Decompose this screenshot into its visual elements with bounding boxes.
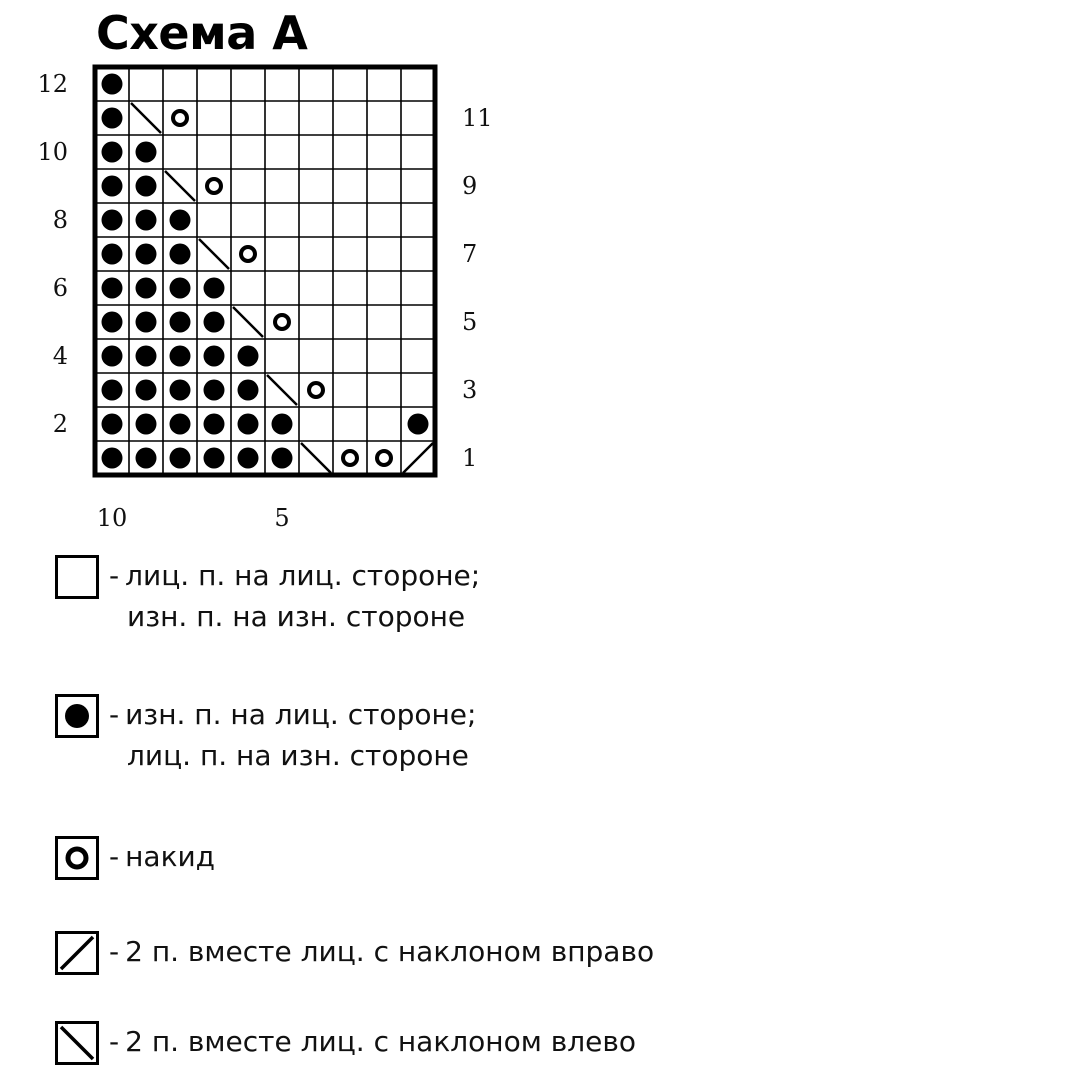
row-number-left: 2: [52, 410, 68, 438]
cell-filled-dot: [136, 142, 157, 163]
legend-dash: -: [109, 698, 120, 731]
column-number: 5: [274, 504, 290, 532]
cell-filled-dot: [136, 346, 157, 367]
cell-filled-dot: [272, 414, 293, 435]
cell-filled-dot: [204, 278, 225, 299]
legend-item-purl: [55, 694, 476, 776]
row-number-left: 10: [37, 138, 68, 166]
row-number-right: 9: [462, 172, 478, 200]
row-number-right: 1: [462, 444, 478, 472]
legend-line1: лиц. п. на лиц. стороне;: [125, 559, 481, 592]
row-number-left: 4: [52, 342, 68, 370]
cell-filled-dot: [170, 380, 191, 401]
slash-right-icon: [55, 931, 99, 975]
empty-square-icon: [55, 555, 99, 599]
cell-filled-dot: [170, 244, 191, 265]
legend-dash: -: [109, 559, 120, 592]
cell-filled-dot: [102, 346, 123, 367]
row-number-left: 8: [52, 206, 68, 234]
slash-left-icon: [55, 1021, 99, 1065]
legend-item-knit: [55, 555, 480, 637]
cell-filled-dot: [238, 380, 259, 401]
row-number-left: 6: [52, 274, 68, 302]
cell-filled-dot: [136, 312, 157, 333]
cell-filled-dot: [272, 448, 293, 469]
legend-item-k2tog-right: [55, 931, 654, 975]
chart-title: Схема А: [96, 6, 308, 60]
cell-filled-dot: [102, 448, 123, 469]
column-number: 10: [96, 504, 128, 532]
cell-filled-dot: [102, 74, 123, 95]
cell-filled-dot: [102, 244, 123, 265]
legend-line1: изн. п. на лиц. стороне;: [125, 698, 477, 731]
legend-line2: лиц. п. на изн. стороне: [127, 739, 469, 772]
cell-filled-dot: [136, 244, 157, 265]
cell-filled-dot: [170, 278, 191, 299]
legend-line1: 2 п. вместе лиц. с наклоном вправо: [125, 935, 655, 968]
cell-filled-dot: [238, 414, 259, 435]
row-number-right: 5: [462, 308, 478, 336]
legend-dash: -: [109, 840, 120, 873]
cell-filled-dot: [136, 176, 157, 197]
cell-filled-dot: [238, 448, 259, 469]
cell-filled-dot: [102, 380, 123, 401]
filled-dot-icon: [55, 694, 99, 738]
cell-filled-dot: [238, 346, 259, 367]
cell-filled-dot: [136, 448, 157, 469]
legend-line1: накид: [125, 840, 216, 873]
cell-filled-dot: [136, 380, 157, 401]
cell-filled-dot: [170, 210, 191, 231]
cell-filled-dot: [170, 414, 191, 435]
cell-filled-dot: [102, 108, 123, 129]
cell-filled-dot: [102, 414, 123, 435]
cell-filled-dot: [170, 312, 191, 333]
cell-filled-dot: [102, 176, 123, 197]
cell-filled-dot: [204, 448, 225, 469]
cell-filled-dot: [102, 210, 123, 231]
legend-line2: изн. п. на изн. стороне: [127, 600, 466, 633]
cell-filled-dot: [204, 312, 225, 333]
legend-item-yarn-over: [55, 836, 215, 880]
cell-filled-dot: [136, 414, 157, 435]
legend-dash: -: [109, 935, 120, 968]
legend-item-k2tog-left: [55, 1021, 636, 1065]
cell-filled-dot: [136, 210, 157, 231]
row-number-right: 11: [462, 104, 493, 132]
legend-line1: 2 п. вместе лиц. с наклоном влево: [125, 1025, 636, 1058]
yarn-over-ring-icon: [55, 836, 99, 880]
row-number-right: 7: [462, 240, 478, 268]
cell-filled-dot: [102, 278, 123, 299]
cell-filled-dot: [170, 448, 191, 469]
legend-dash: -: [109, 1025, 120, 1058]
cell-filled-dot: [204, 380, 225, 401]
cell-filled-dot: [102, 142, 123, 163]
cell-filled-dot: [102, 312, 123, 333]
cell-filled-dot: [136, 278, 157, 299]
cell-filled-dot: [408, 414, 429, 435]
row-number-left: 12: [37, 70, 68, 98]
cell-filled-dot: [204, 414, 225, 435]
cell-filled-dot: [170, 346, 191, 367]
knitting-chart: [0, 0, 1085, 540]
cell-filled-dot: [204, 346, 225, 367]
row-number-right: 3: [462, 376, 478, 404]
